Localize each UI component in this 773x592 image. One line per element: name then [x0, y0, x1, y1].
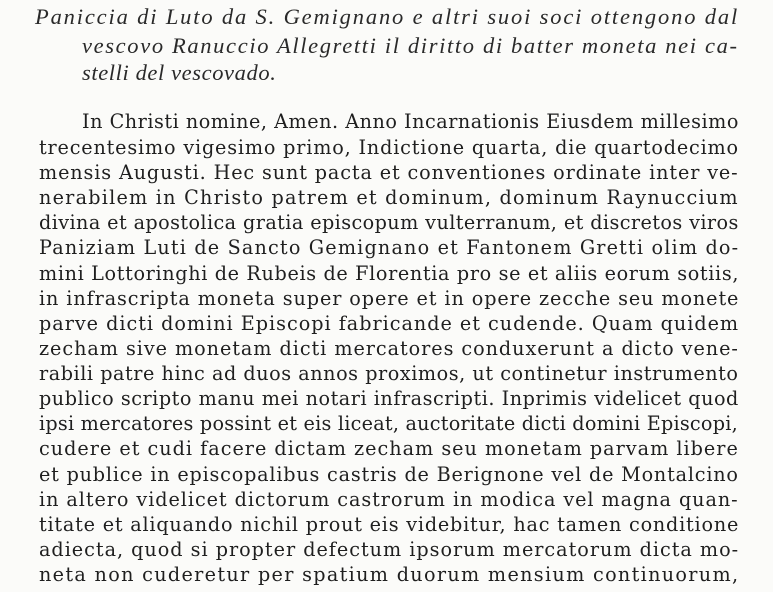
- body-line: Paniziam Luti de Sancto Gemignano et Fantonem Gretti olim do-: [39, 236, 740, 259]
- body-line: mini Lottoringhi de Rubeis de Florentia pro se et aliis eorum sotiis,: [39, 262, 740, 285]
- heading-line: vescovo Ranuccio Allegretti il diritto di batter moneta nei ca-: [82, 33, 739, 58]
- body-line: trecentesimo vigesimo primo, Indictione quarta, die quartodecimo: [39, 136, 739, 159]
- body-line: in infrascripta moneta super opere et in opere zecche seu monete: [39, 287, 740, 310]
- body-line: divina et apostolica gratia episcopum vulterranum, et discretos viros: [39, 211, 739, 234]
- body-line: In Christi nomine, Amen. Anno Incarnationis Eiusdem millesimo: [82, 110, 739, 133]
- heading-line: stelli del vescovado.: [82, 60, 277, 85]
- body-line: in altero videlicet dictorum castrorum in modica vel magna quan-: [39, 488, 739, 511]
- body-line: zecham sive monetam dicti mercatores conduxerunt a dicto vene-: [39, 337, 739, 360]
- body-line: rabili patre hinc ad duos annos proximos, ut continetur instrumento: [39, 362, 739, 385]
- body-line: cudere et cudi facere dictam zecham seu monetam parvam libere: [39, 437, 739, 460]
- body-line: et publice in episcopalibus castris de Berignone vel de Montalcino: [39, 463, 739, 486]
- body-line: nerabilem in Christo patrem et dominum, dominum Raynuccium: [39, 186, 739, 209]
- body-line: neta non cuderetur per spatium duorum mensium continuorum,: [39, 563, 740, 586]
- body-line: publico scripto manu mei notari infrascripti. Inprimis videlicet quod: [39, 387, 739, 410]
- body-line: ipsi mercatores possint et eis liceat, auctoritate dicti domini Episcopi,: [39, 412, 738, 435]
- body-line: mensis Augusti. Hec sunt pacta et conventiones ordinate inter ve-: [39, 161, 739, 184]
- heading-line: Paniccia di Luto da S. Gemignano e altri suoi soci ottengono dal: [35, 4, 740, 29]
- body-line: parve dicti domini Episcopi fabricande et cudende. Quam quidem: [39, 312, 740, 335]
- body-line: titate et aliquando nichil prout eis videbitur, hac tamen conditione: [39, 513, 740, 536]
- body-line: adiecta, quod si propter defectum ipsorum mercatorum dicta mo-: [39, 538, 740, 561]
